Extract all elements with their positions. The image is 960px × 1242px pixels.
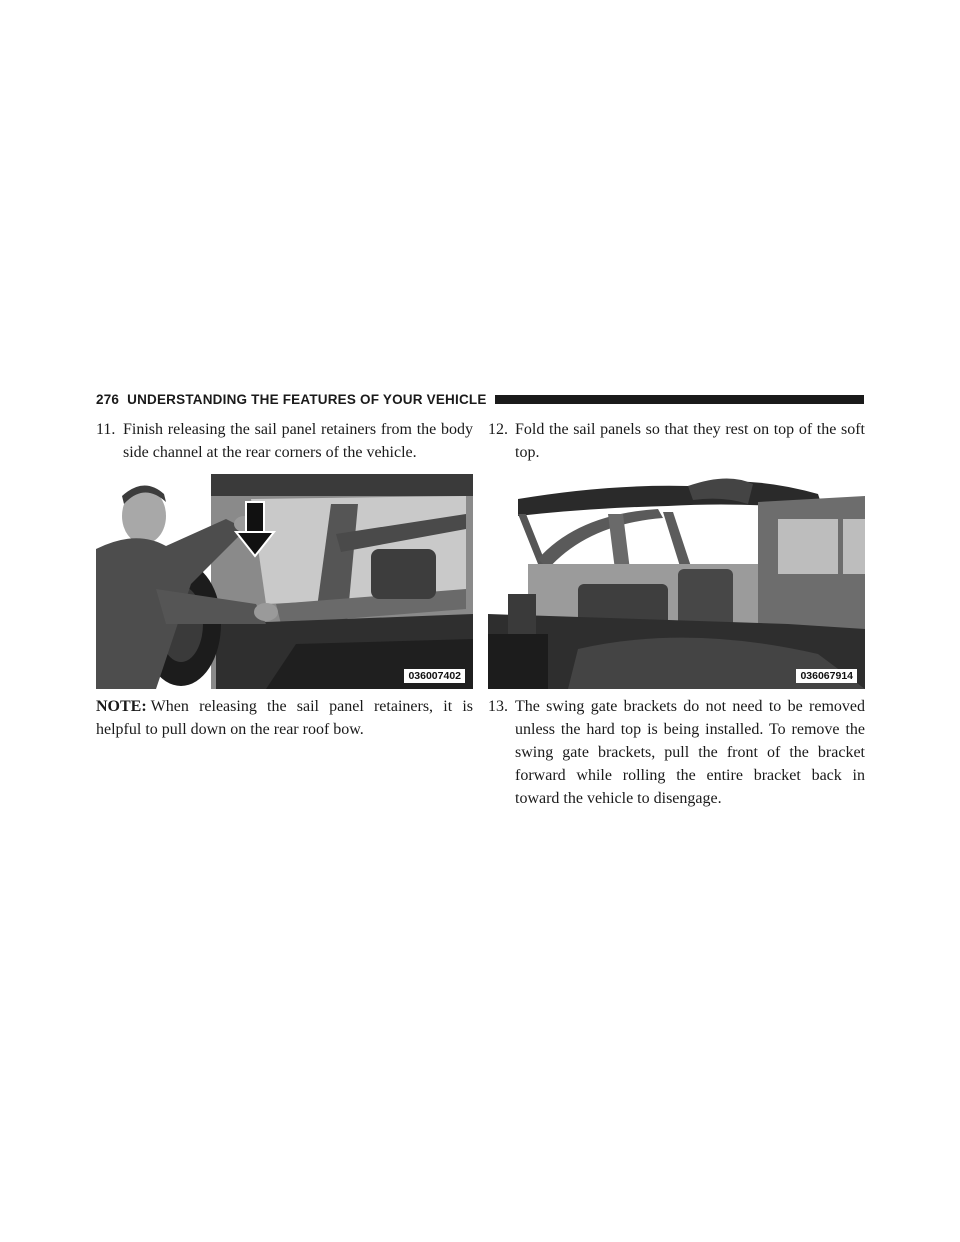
figure-id: 036067914 [796,669,857,683]
step-number: 13. [488,698,508,715]
folded-sail-panels-illustration [488,474,865,689]
step-number: 12. [488,421,508,438]
right-column [488,418,865,810]
step-13 [488,695,865,810]
step-text: The swing gate brackets do not need to be removed unless the hard top is being installed. To remove the swing gate brackets, pull the front of the bracket forward while rolling the entire bracket back in toward the vehicle to disengage. [515,698,865,807]
page-header [96,390,864,408]
folded-sail-panels-figure [488,474,865,689]
step-text: Finish releasing the sail panel retainers from the body side channel at the rear corners of the vehicle. [123,421,473,461]
sail-panel-release-figure [96,474,473,689]
figure-id: 036007402 [404,669,465,683]
note [96,695,473,741]
sail-panel-release-illustration [96,474,473,689]
note-label: NOTE: [96,698,147,715]
step-text: Fold the sail panels so that they rest on top of the soft top. [515,421,865,461]
step-12 [488,418,865,464]
step-number: 11. [96,421,116,438]
left-column [96,418,473,741]
page-number: 276 [96,391,120,407]
note-text: When releasing the sail panel retainers, it is helpful to pull down on the rear roof bow. [96,698,473,738]
section-title: UNDERSTANDING THE FEATURES OF YOUR VEHICLE [127,391,487,407]
header-rule [495,395,864,404]
step-11 [96,418,473,464]
